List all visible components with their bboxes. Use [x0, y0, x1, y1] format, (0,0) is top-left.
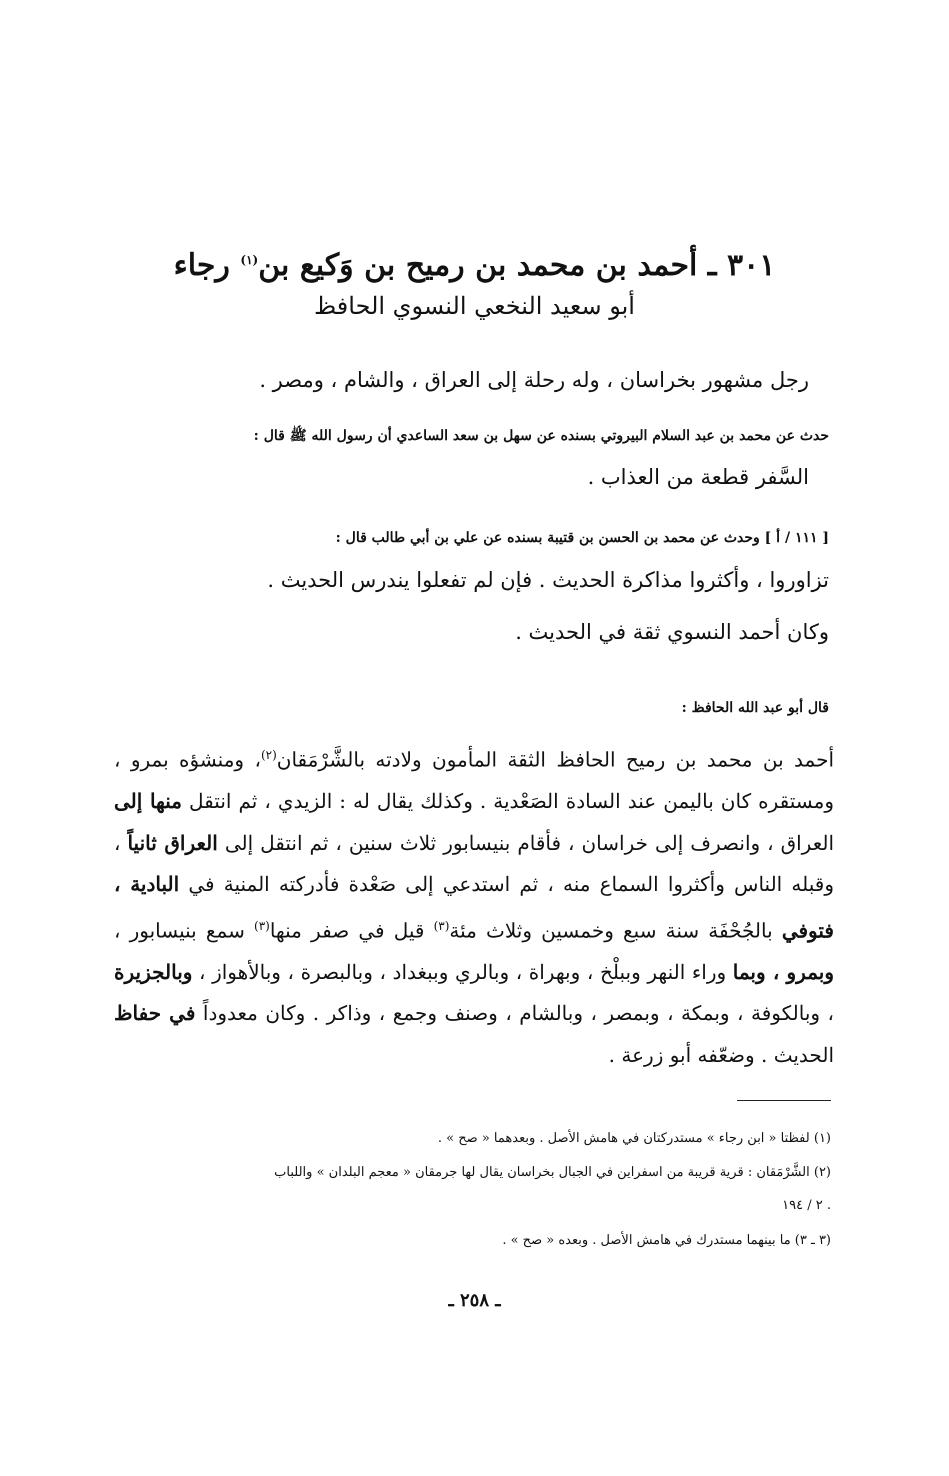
intro-text: رجل مشهور بخراسان ، وله رحلة إلى العراق ، والشام ، ومصر . [259, 368, 809, 392]
footnote-2-continuation: ٢ / ١٩٤ . [782, 1198, 831, 1213]
entry-title [0, 248, 949, 283]
biography-paragraph [114, 735, 834, 1076]
hadith1-chain: حدث عن محمد بن عبد السلام البيروتي بسنده عن سهل بن سعد الساعدي أن رسول الله ﷺ قال : [253, 428, 829, 444]
footnote-ref-3-end: (٣) [254, 918, 270, 933]
entry-title-end: رجاء [173, 248, 241, 283]
para-bold: منها إلى [114, 789, 183, 814]
footnote-2: (٢) الشَّرْمَقان : قرية قريبة من اسفراين في الجبال بخراسان يقال لها جرمقان « معجم البلدان » واللباب [274, 1165, 831, 1180]
footnote-ref-1: (١) [240, 253, 259, 267]
hadith1-text: السَّفر قطعة من العذاب . [587, 465, 809, 489]
hadith2-chain: [ ١١١ / أ ] وحدث عن محمد بن الحسن بن قتيبة بسنده عن علي بن أبي طالب قال : [335, 530, 829, 546]
entry-subtitle: أبو سعيد النخعي النسوي الحافظ [314, 292, 635, 320]
para-bold: البادية ، فتوفي [114, 872, 834, 943]
para-seg: ، وبالكوفة ، وبمكة ، وبمصر ، وبالشام ، وصنف وجمع ، وذاكر . وكان معدوداً [195, 1001, 835, 1026]
para-seg: قيل في صفر منها [269, 918, 434, 943]
reliability-note: وكان أحمد النسوي ثقة في الحديث . [515, 620, 829, 644]
para-seg: سمع بنيسابور ، [114, 918, 254, 943]
para-bold: العراق ثانياً [127, 830, 218, 855]
para-bold: في حفاظ [114, 1001, 196, 1026]
para-seg: ، ومنشؤه بمرو ، ومستقره كان باليمن عند السادة الصَعْدية . وكذلك يقال له : الزيدي ، ثم انتقل [114, 747, 834, 814]
footnote-separator [737, 1100, 831, 1101]
para-seg: وراء النهر وببلْخ ، وبهراة ، وبالري وببغداد ، وبالبصرة ، وبالأهواز ، [192, 959, 733, 984]
footnote-ref-2: (٢) [260, 748, 277, 762]
para-seg: الحديث . وضعّفه أبو زرعة . [608, 1042, 834, 1067]
para-seg: العراق ، وانصرف إلى خراسان ، فأقام بنيسابور ثلاث سنين ، ثم انتقل إلى [217, 830, 835, 855]
footnote-3: (٣ ـ ٣) ما بينهما مستدرك في هامش الأصل . وبعده « صح » . [502, 1233, 831, 1248]
entry-title-text: ٣٠١ ـ أحمد بن محمد بن رميح بن وَكيع بن [258, 248, 776, 283]
para-seg: بالجُحْفَة سنة سبع وخمسين وثلاث مئة [449, 918, 782, 943]
page-number: ـ ٢٥٨ ـ [448, 1290, 501, 1311]
hakim-heading: قال أبو عبد الله الحافظ : [681, 700, 829, 716]
footnote-ref-3: (٣) [433, 918, 450, 933]
para-bold: وبالجزيرة [114, 959, 193, 984]
para-seg: ، وقبله الناس وأكثروا السماع منه ، ثم استدعي إلى صَعْدة فأدركته المنية في [114, 830, 834, 897]
hadith2-text: تزاوروا ، وأكثروا مذاكرة الحديث . فإن لم تفعلوا يندرس الحديث . [267, 568, 829, 592]
footnote-1: (١) لفظتا « ابن رجاء » مستدركتان في هامش الأصل . وبعدهما « صح » . [437, 1131, 831, 1146]
para-seg: أحمد بن محمد بن رميح الحافظ الثقة المأمون ولادته بالشَّرْمَقان [276, 747, 834, 772]
para-bold: وبمرو ، وبما [732, 959, 834, 984]
